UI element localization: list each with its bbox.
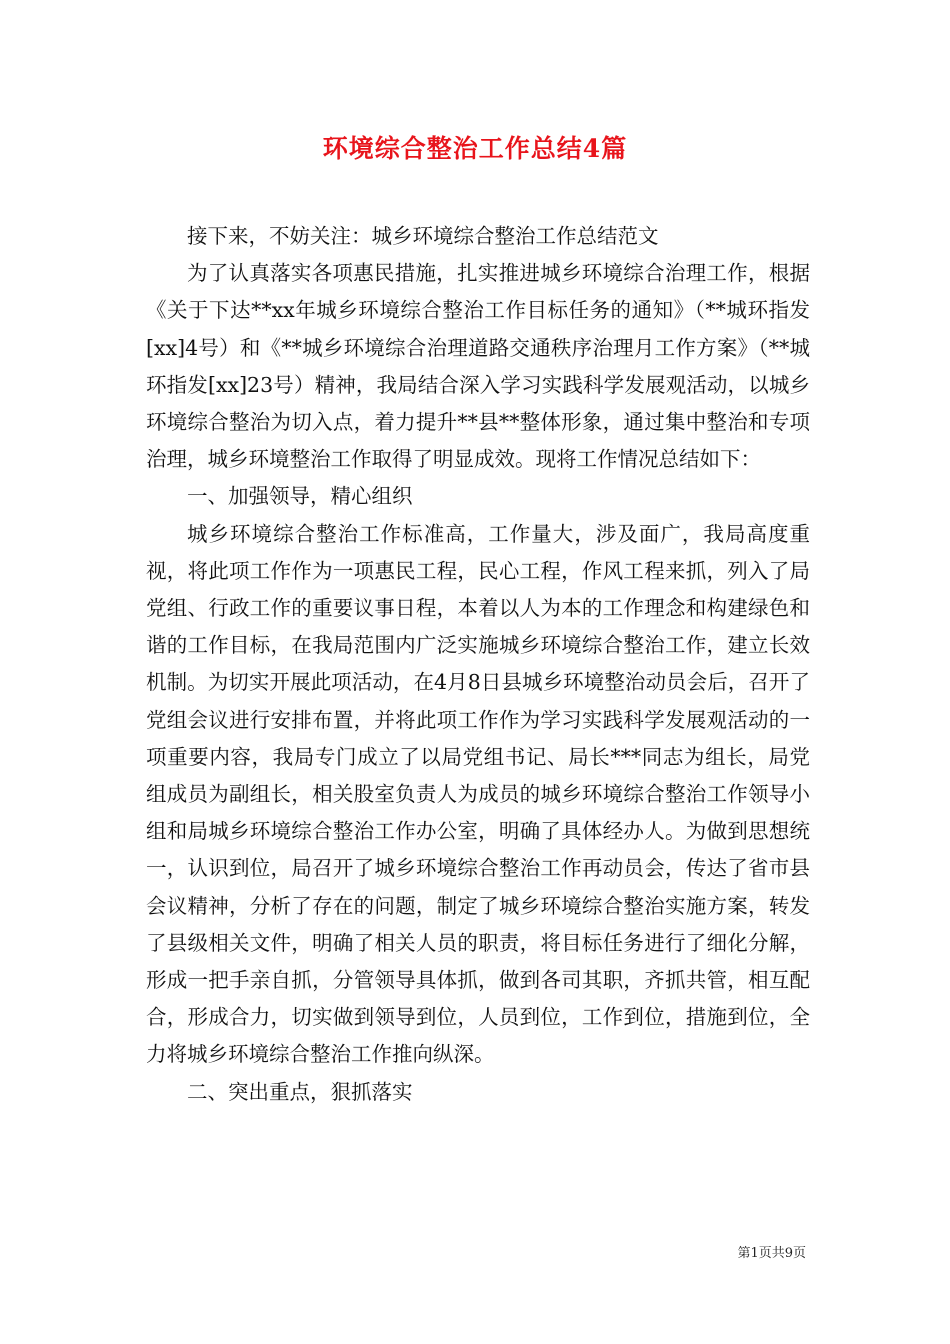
section-heading-2: 二、突出重点，狠抓落实 [187,1079,413,1104]
document-title: 环境综合整治工作总结4篇 [322,134,628,163]
background-paragraph: 为了认真落实各项惠民措施，扎实推进城乡环境综合治理工作，根据《关于下达**xx年城乡环境综合整治工作目标任务的通知》（**城环指发[xx]4号）和《**城乡环境综合治理道路交通秩序治理月工作方案》（**城环指发[xx]23号）精神，我局结合深入学习实践科学发展观活动，以城乡环境综合整治为切入点，着力提升**县**整体形象，通过集中整治和专项治理，城乡环境整治工作取得了明显成效。现将工作情况总结如下： [146,261,810,472]
section-heading-1: 一、加强领导，精心组织 [187,484,413,509]
section-1-paragraph: 城乡环境综合整治工作标准高，工作量大，涉及面广，我局高度重视，将此项工作作为一项惠民工程，民心工程，作风工程来抓，列入了局党组、行政工作的重要议事日程，本着以人为本的工作理念和构建绿色和谐的工作目标，在我局范围内广泛实施城乡环境综合整治工作，建立长效机制。为切实开展此项活动，在4月8日县城乡环境整治动员会后，召开了党组会议进行安排布置，并将此项工作作为学习实践科学发展观活动的一项重要内容，我局专门成立了以局党组书记、局长***同志为组长，局党组成员为副组长，相关股室负责人为成员的城乡环境综合整治工作领导小组和局城乡环境综合整治工作办公室，明确了具体经办人。为做到思想统一，认识到位，局召开了城乡环境综合整治工作再动员会，传达了省市县会议精神，分析了存在的问题，制定了城乡环境综合整治实施方案，转发了县级相关文件，明确了相关人员的职责，将目标任务进行了细化分解，形成一把手亲自抓，分管领导具体抓，做到各司其职，齐抓共管，相互配合，形成合力，切实做到领导到位，人员到位，工作到位，措施到位，全力将城乡环境综合整治工作推向纵深。 [146,521,810,1067]
intro-paragraph: 接下来，不妨关注：城乡环境综合整治工作总结范文 [187,224,659,248]
page-number-footer: 第1页共9页 [737,1246,806,1261]
document-body [146,218,810,1111]
